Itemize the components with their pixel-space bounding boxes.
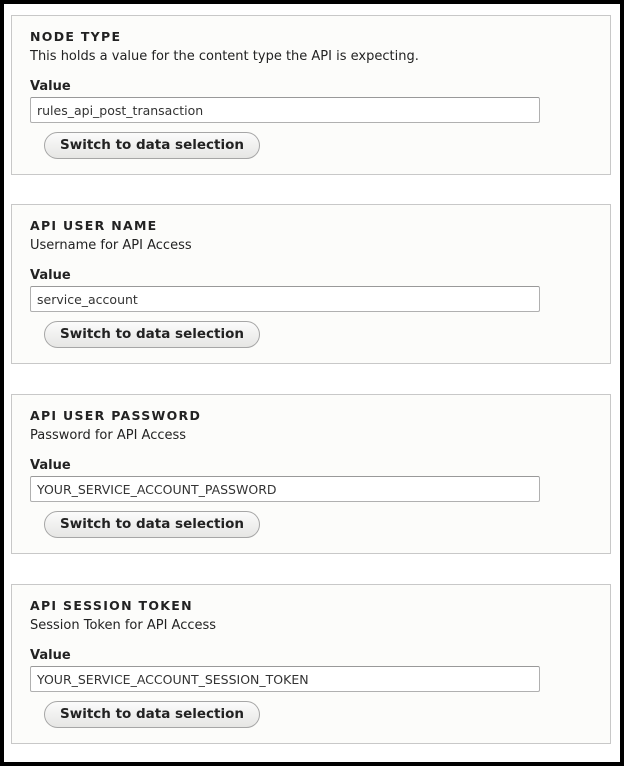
- fieldset-description: Username for API Access: [30, 238, 192, 253]
- fieldset-legend: API SESSION TOKEN: [30, 598, 193, 613]
- fieldset-api-user-password: [11, 394, 611, 554]
- fieldset-legend: NODE TYPE: [30, 29, 122, 44]
- switch-to-data-selection-button[interactable]: Switch to data selection: [44, 132, 260, 159]
- value-label: Value: [30, 648, 71, 663]
- switch-to-data-selection-button[interactable]: Switch to data selection: [44, 511, 260, 538]
- switch-to-data-selection-button[interactable]: Switch to data selection: [44, 701, 260, 728]
- value-label: Value: [30, 458, 71, 473]
- fieldset-description: This holds a value for the content type the API is expecting.: [30, 49, 419, 64]
- rules-action-form: [4, 4, 620, 762]
- node-type-value-input[interactable]: [30, 97, 540, 123]
- fieldset-legend: API USER NAME: [30, 218, 158, 233]
- fieldset-description: Password for API Access: [30, 428, 187, 443]
- switch-to-data-selection-button[interactable]: Switch to data selection: [44, 321, 260, 348]
- api-session-token-value-input[interactable]: [30, 666, 540, 692]
- api-user-name-value-input[interactable]: [30, 286, 540, 312]
- api-user-password-value-input[interactable]: [30, 476, 540, 502]
- fieldset-description: Session Token for API Access: [30, 618, 217, 633]
- value-label: Value: [30, 268, 71, 283]
- fieldset-api-session-token: [11, 584, 611, 744]
- fieldset-api-user-name: [11, 204, 611, 364]
- fieldset-legend: API USER PASSWORD: [30, 408, 202, 423]
- fieldset-node-type: [11, 15, 611, 175]
- value-label: Value: [30, 79, 71, 94]
